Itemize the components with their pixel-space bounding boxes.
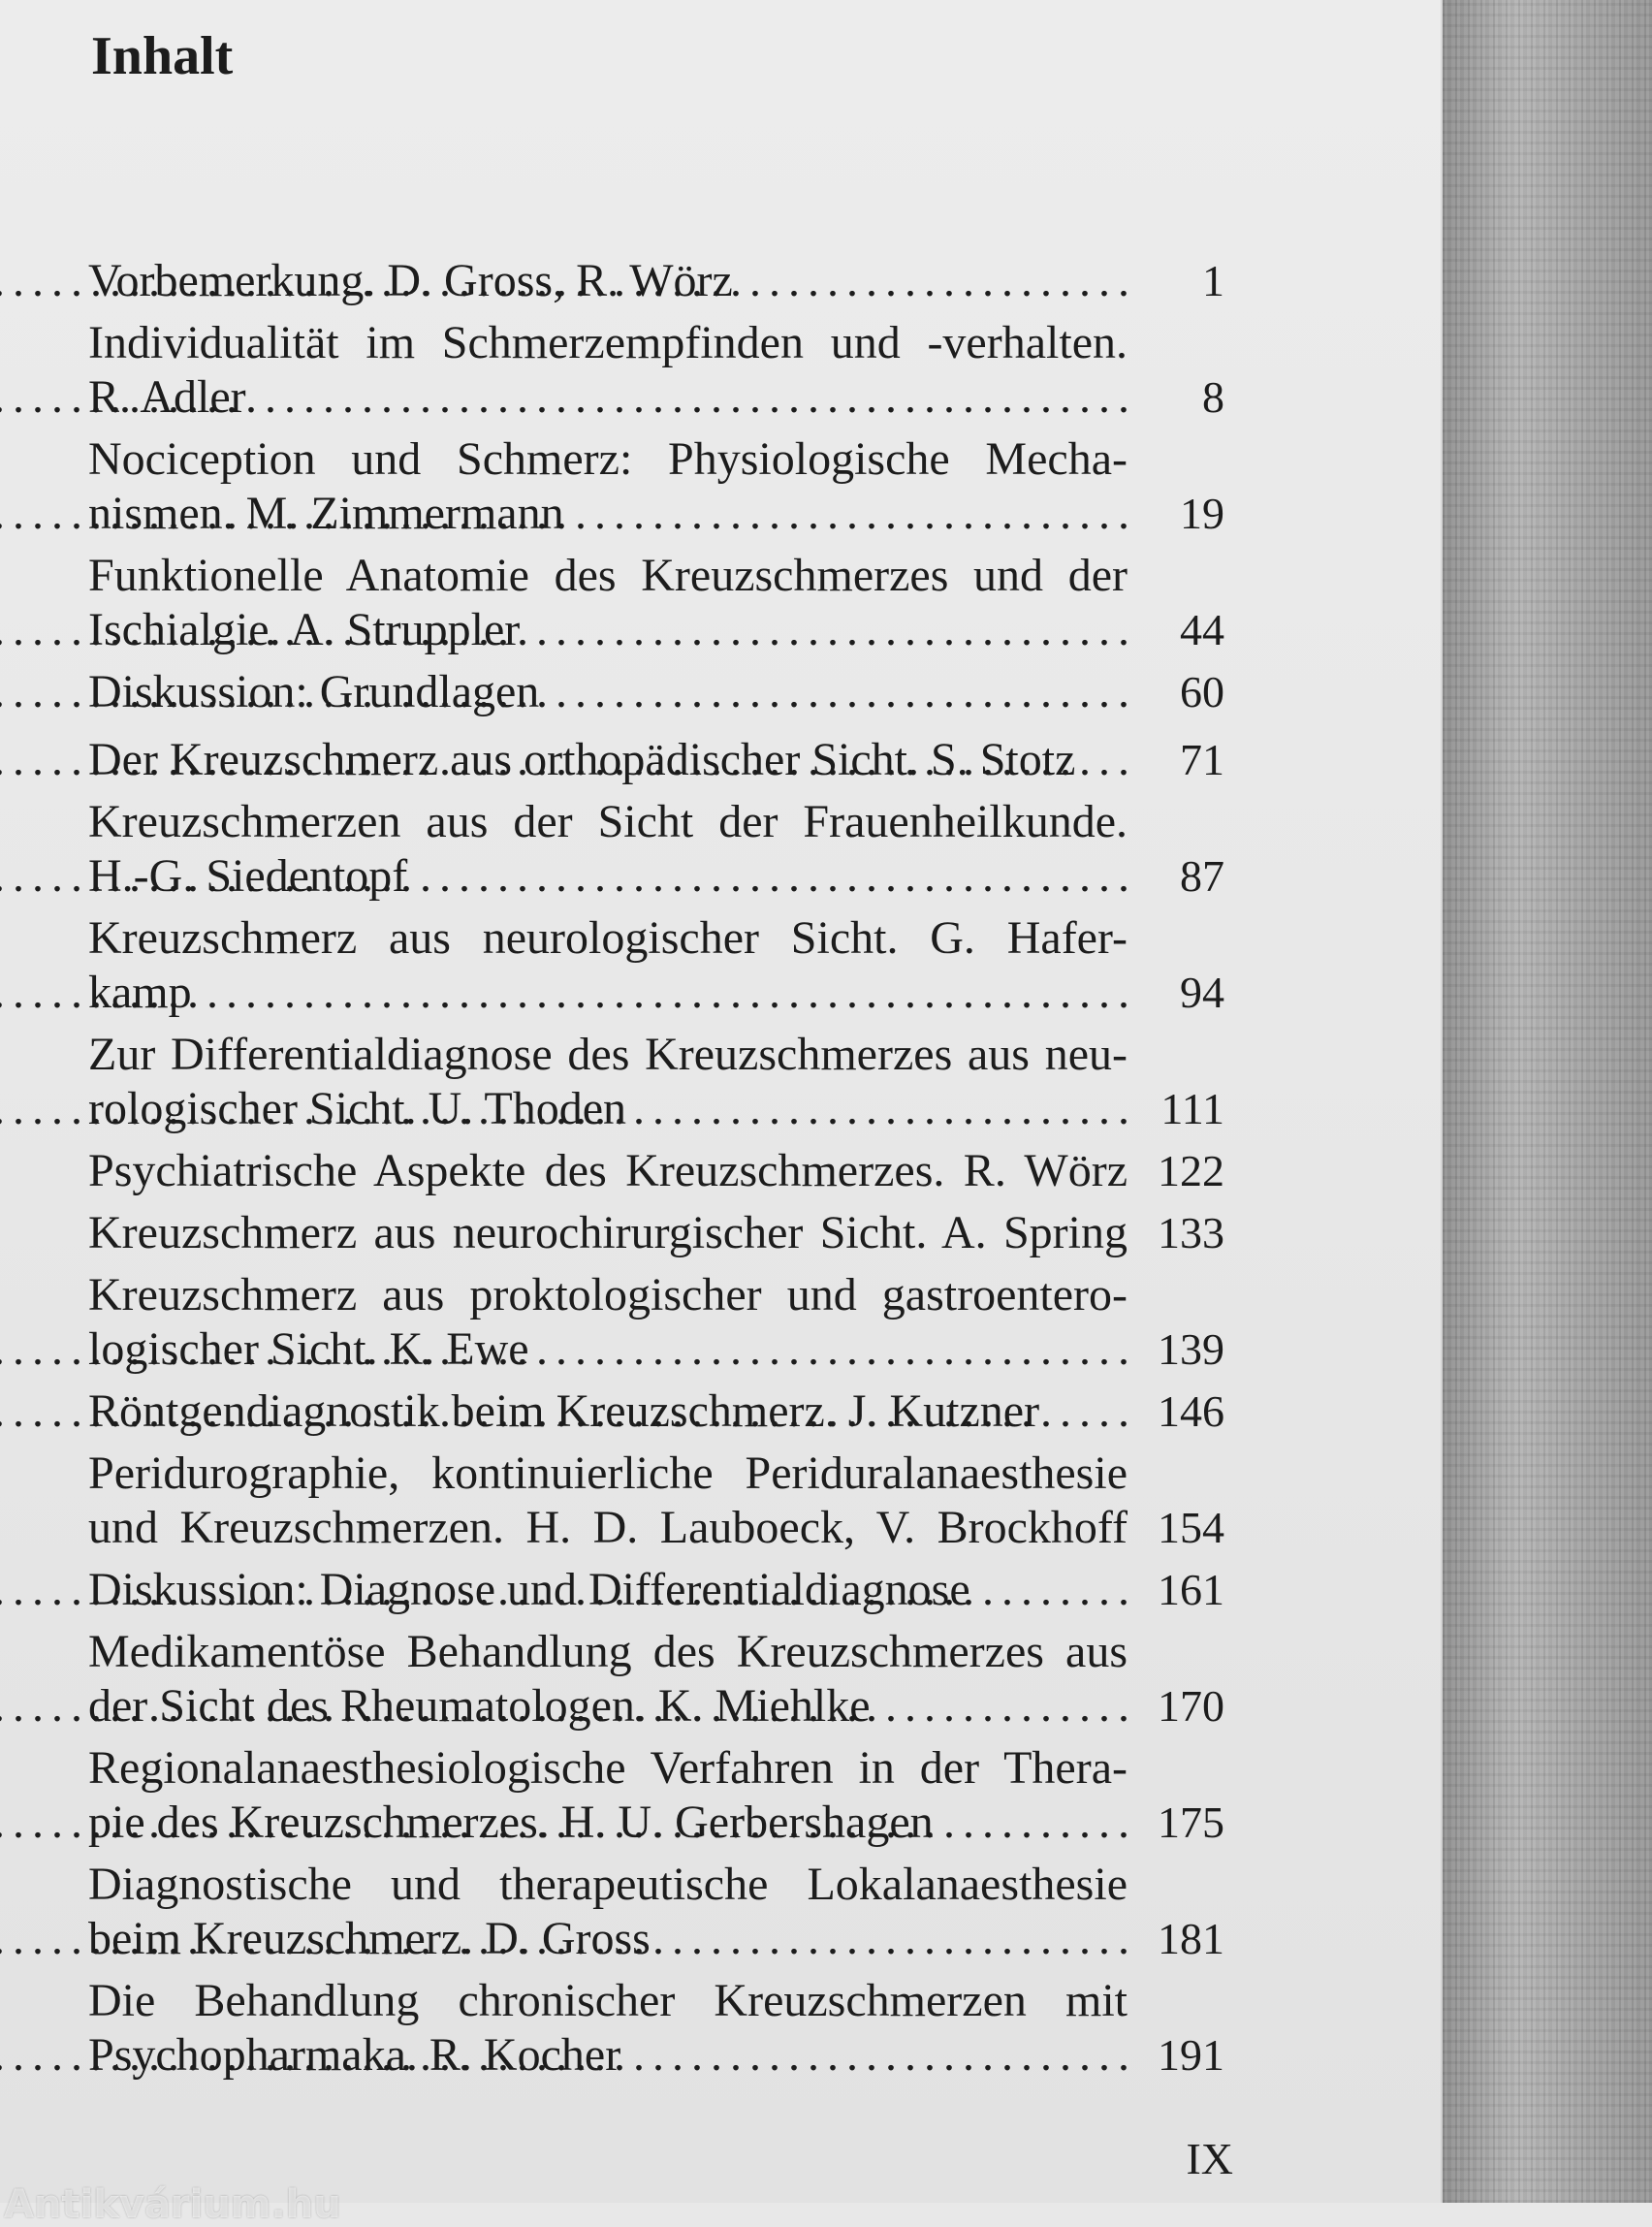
toc-entry xyxy=(88,1625,1224,1734)
entry-text: nismen. M. Zimmermann xyxy=(88,488,564,539)
entry-line xyxy=(88,849,1224,904)
page-title: Inhalt xyxy=(91,26,234,86)
entry-text: pie des Kreuzschmerzes. H. U. Gerbershagen xyxy=(88,1797,934,1848)
table-of-contents xyxy=(88,254,1224,2083)
page-number: 170 xyxy=(1158,1681,1224,1731)
page-number: 181 xyxy=(1158,1914,1224,1963)
page-number: 154 xyxy=(1158,1503,1224,1552)
entry-line xyxy=(88,1384,1224,1439)
toc-entry xyxy=(88,432,1224,541)
entry-text: Diagnostische und therapeutische Lokalanaesthesie xyxy=(88,1859,1128,1910)
folio-page-number: IX xyxy=(1186,2134,1233,2183)
toc-entry xyxy=(88,549,1224,657)
toc-entry xyxy=(88,911,1224,1020)
page-number: 94 xyxy=(1180,968,1224,1017)
entry-text: Röntgendiagnostik beim Kreuzschmerz. J. Kutzner xyxy=(88,1385,1040,1437)
toc-entry xyxy=(88,1974,1224,2083)
entry-line xyxy=(88,1796,1224,1850)
backdrop-strip xyxy=(1443,0,1652,2203)
toc-entry xyxy=(88,1144,1224,1198)
entry-text: Kreuzschmerz aus neurologischer Sicht. G. Hafer- xyxy=(88,912,1128,964)
entry-line xyxy=(88,1563,1224,1617)
entry-text: beim Kreuzschmerz. D. Gross xyxy=(88,1913,651,1964)
dot-leader xyxy=(871,1679,1128,1734)
dot-leader xyxy=(970,1563,1128,1617)
entry-text: Die Behandlung chronischer Kreuzschmerzen mit xyxy=(88,1975,1128,2026)
page-number: 111 xyxy=(1160,1084,1224,1133)
dot-leader xyxy=(733,254,1128,308)
entry-line xyxy=(88,966,1224,1020)
dot-leader xyxy=(246,370,1128,425)
entry-text: Diskussion: Grundlagen xyxy=(88,666,540,717)
toc-entry xyxy=(88,665,1224,719)
toc-entry xyxy=(88,1028,1224,1136)
page-number: 133 xyxy=(1158,1208,1224,1257)
entry-text: Psychiatrische Aspekte des Kreuzschmerzes. R. Wörz xyxy=(88,1145,1128,1196)
dot-leader xyxy=(529,1322,1128,1377)
entry-text: Kreuzschmerz aus proktologischer und gastroentero- xyxy=(88,1269,1128,1320)
toc-entry xyxy=(88,1384,1224,1439)
page-number: 146 xyxy=(1158,1386,1224,1436)
entry-text: Funktionelle Anatomie des Kreuzschmerzes und der xyxy=(88,550,1128,601)
entry-text: Kreuzschmerz aus neurochirurgischer Sicht. A. Spring xyxy=(88,1207,1128,1258)
toc-entry xyxy=(88,1741,1224,1850)
dot-leader xyxy=(520,603,1128,657)
dot-leader xyxy=(1039,1384,1128,1439)
entry-text: R. Adler xyxy=(88,371,246,423)
page-number: 87 xyxy=(1180,851,1224,901)
entry-line xyxy=(88,1144,1224,1198)
entry-line xyxy=(88,1322,1224,1377)
entry-text: Medikamentöse Behandlung des Kreuzschmerzes aus xyxy=(88,1626,1128,1677)
page-number: 19 xyxy=(1180,489,1224,538)
page-number: 122 xyxy=(1158,1146,1224,1195)
entry-line xyxy=(88,254,1224,308)
toc-entry xyxy=(88,1563,1224,1617)
toc-entry xyxy=(88,316,1224,425)
entry-text: logischer Sicht. K. Ewe xyxy=(88,1323,529,1375)
entry-line xyxy=(88,370,1224,425)
entry-text: Peridurographie, kontinuierliche Periduralanaesthesie xyxy=(88,1448,1128,1499)
toc-entry xyxy=(88,733,1224,787)
entry-line xyxy=(88,733,1224,787)
entry-line xyxy=(88,487,1224,541)
page-number: 60 xyxy=(1180,667,1224,716)
dot-leader xyxy=(1075,733,1128,787)
entry-text: Regionalanaesthesiologische Verfahren in der Thera- xyxy=(88,1742,1128,1794)
dot-leader xyxy=(539,665,1128,719)
entry-text: Vorbemerkung. D. Gross, R. Wörz xyxy=(88,255,733,306)
entry-line xyxy=(88,603,1224,657)
entry-text: rologischer Sicht. U. Thoden xyxy=(88,1083,627,1134)
entry-text: Zur Differentialdiagnose des Kreuzschmerzes aus neu- xyxy=(88,1029,1128,1080)
entry-text: Nociception und Schmerz: Physiologische Mecha- xyxy=(88,433,1128,485)
entry-text: Diskussion: Diagnose und Differentialdiagnose xyxy=(88,1564,970,1615)
entry-line xyxy=(88,1912,1224,1966)
entry-line xyxy=(88,2028,1224,2083)
toc-entry xyxy=(88,1447,1224,1555)
toc-entry xyxy=(88,1206,1224,1260)
dot-leader xyxy=(626,1082,1128,1136)
dot-leader xyxy=(407,849,1128,904)
page-number: 139 xyxy=(1158,1324,1224,1374)
entry-line xyxy=(88,1206,1224,1260)
entry-text: Psychopharmaka. R. Kocher xyxy=(88,2029,621,2081)
entry-text: Individualität im Schmerzempfinden und -verhalten. xyxy=(88,317,1128,368)
page-number: 191 xyxy=(1158,2030,1224,2080)
dot-leader xyxy=(620,2028,1128,2083)
toc-entry xyxy=(88,1858,1224,1966)
entry-line xyxy=(88,1082,1224,1136)
dot-leader xyxy=(934,1796,1128,1850)
entry-text: der Sicht des Rheumatologen. K. Miehlke xyxy=(88,1680,871,1732)
toc-entry xyxy=(88,254,1224,308)
entry-line xyxy=(88,665,1224,719)
page-number: 1 xyxy=(1202,256,1224,305)
toc-entry xyxy=(88,795,1224,904)
entry-text: Kreuzschmerzen aus der Sicht der Frauenheilkunde. xyxy=(88,796,1128,847)
dot-leader xyxy=(651,1912,1128,1966)
entry-text: kamp xyxy=(88,967,192,1018)
toc-entry xyxy=(88,1268,1224,1377)
page-number: 71 xyxy=(1180,735,1224,784)
entry-text: Ischialgie. A. Struppler xyxy=(88,604,521,655)
page-number: 8 xyxy=(1202,372,1224,422)
entry-text: und Kreuzschmerzen. H. D. Lauboeck, V. Brockhoff xyxy=(88,1502,1128,1553)
dot-leader xyxy=(192,966,1128,1020)
page-number: 44 xyxy=(1180,605,1224,654)
watermark-area xyxy=(0,2182,368,2227)
entry-line xyxy=(88,1501,1224,1555)
page-number: 161 xyxy=(1158,1565,1224,1614)
dot-leader xyxy=(564,487,1128,541)
entry-line xyxy=(88,1679,1224,1734)
page-number: 175 xyxy=(1158,1798,1224,1847)
entry-text: Der Kreuzschmerz aus orthopädischer Sicht. S. Stotz xyxy=(88,734,1076,785)
entry-text: H.-G. Siedentopf xyxy=(88,850,408,902)
watermark: Antikvárium.hu xyxy=(4,2182,341,2227)
